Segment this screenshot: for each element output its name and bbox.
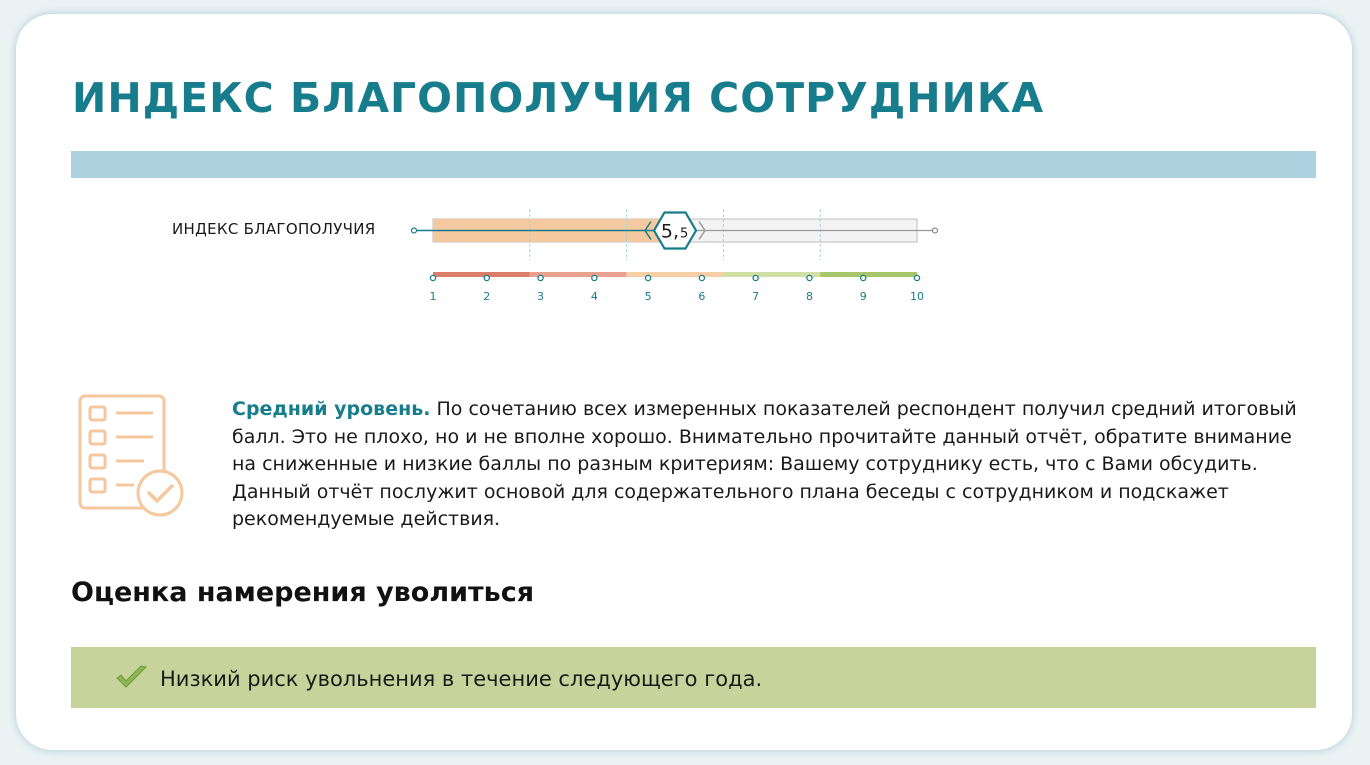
zone-band [627, 272, 724, 277]
wellbeing-scale [0, 0, 1370, 320]
tick-marker [699, 275, 704, 280]
zone-band [723, 272, 820, 277]
tick-label: 1 [429, 290, 437, 303]
tick-label: 7 [752, 290, 760, 303]
zone-band [820, 272, 917, 277]
tick-label: 3 [537, 290, 545, 303]
tick-label: 6 [698, 290, 706, 303]
tick-marker [753, 275, 758, 280]
summary-text [232, 396, 1312, 534]
turnover-heading: Оценка намерения уволиться [71, 577, 535, 608]
tick-marker [430, 275, 435, 280]
check-icon [115, 664, 149, 690]
tick-marker [914, 275, 919, 280]
index-label: ИНДЕКС БЛАГОПОЛУЧИЯ [172, 220, 376, 238]
tick-marker [538, 275, 543, 280]
summary-body: По сочетанию всех измеренных показателей респондент получил средний итоговый балл. Это не плохо, но и не вполне хорошо. Внимательно прочитайте данный отчёт, обратите внимание на сниженные и низкие баллы по разным критериям: Вашему сотруднику есть, что с Вами обсудить. Данный отчёт послужит основой для содержательного плана беседы с сотрудником и подскажет рекомендуемые действия. [232, 398, 1297, 530]
tick-marker [807, 275, 812, 280]
tick-marker [646, 275, 651, 280]
checklist-icon [76, 393, 188, 519]
tick-marker [861, 275, 866, 280]
tick-label: 8 [805, 290, 813, 303]
zone-band [530, 272, 627, 277]
score-value-decimal: 5 [680, 226, 689, 242]
page-title: ИНДЕКС БЛАГОПОЛУЧИЯ СОТРУДНИКА [72, 74, 1045, 122]
track-end-dot [933, 228, 938, 233]
tick-label: 5 [644, 290, 652, 303]
tick-marker [484, 275, 489, 280]
score-value-int: 5, [660, 220, 679, 243]
tick-label: 2 [483, 290, 491, 303]
tick-label: 10 [910, 290, 924, 303]
score-marker [645, 213, 705, 249]
summary-lead: Средний уровень. [232, 398, 431, 420]
turnover-result-bar [71, 647, 1316, 708]
tick-marker [592, 275, 597, 280]
turnover-result-text: Низкий риск увольнения в течение следующего года. [160, 667, 763, 691]
zone-band [433, 272, 530, 277]
tick-label: 4 [590, 290, 598, 303]
tick-label: 9 [859, 290, 867, 303]
track-start-dot [412, 228, 417, 233]
